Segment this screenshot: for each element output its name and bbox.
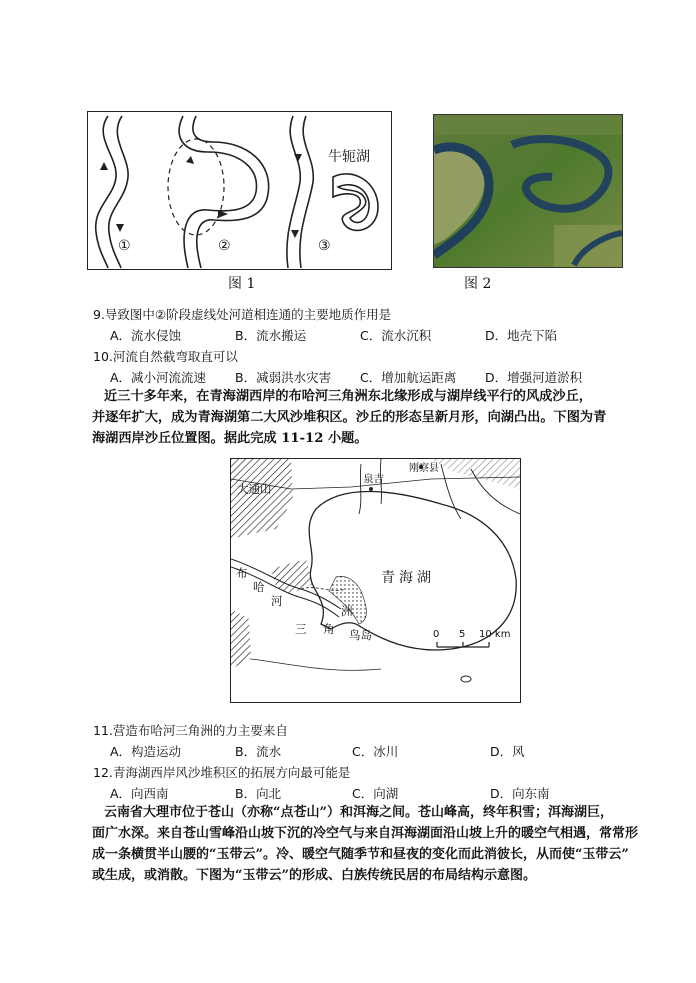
map-label-mountain: 大通山 bbox=[237, 482, 272, 496]
map-label-ha: 哈 bbox=[253, 580, 265, 594]
question-10-stem: 10.河流自然截弯取直可以 bbox=[93, 349, 238, 364]
question-11-stem: 11.营造布哈河三角洲的力主要来自 bbox=[93, 723, 288, 738]
passage-qinghai-dunes bbox=[92, 386, 637, 449]
passage-2-line-3: 成一条横贯半山腰的“玉带云”。冷、暖空气随季节和昼夜的变化而此消彼长，从而使“玉带云” bbox=[92, 847, 629, 862]
question-12-option-d[interactable]: D．向东南 bbox=[490, 786, 550, 801]
figure-2-aerial-photo bbox=[433, 114, 623, 268]
question-9-option-b[interactable]: B．流水搬运 bbox=[235, 328, 307, 343]
map-label-lake: 青海湖 bbox=[381, 570, 435, 586]
map-label-quanji: 泉吉 bbox=[363, 473, 384, 485]
passage-2-line-2: 面广水深。来自苍山雪峰沿山坡下沉的冷空气与来自洱海湖面沿山坡上升的暖空气相遇，常常形 bbox=[92, 826, 639, 841]
aerial-photo-image bbox=[434, 115, 622, 267]
map-label-san: 三 bbox=[295, 622, 307, 636]
stage-label-1: ① bbox=[118, 238, 131, 254]
question-9-option-c[interactable]: C．流水沉积 bbox=[360, 328, 432, 343]
question-9-stem: 9.导致图中②阶段虚线处河道相连通的主要地质作用是 bbox=[93, 307, 392, 322]
map-label-zhou: 洲 bbox=[341, 604, 353, 618]
question-9-option-d[interactable]: D．地壳下陷 bbox=[485, 328, 558, 343]
passage-1-line-2: 并逐年扩大，成为青海湖第二大风沙堆积区。沙丘的形态呈新月形，向湖凸出。下图为青 bbox=[92, 410, 607, 425]
question-12-option-b[interactable]: B．向北 bbox=[235, 786, 282, 801]
oxbow-lake-label: 牛轭湖 bbox=[328, 149, 370, 165]
meander-drawing bbox=[88, 112, 391, 269]
question-11-option-b[interactable]: B．流水 bbox=[235, 744, 282, 759]
scale-tick-10km: 10 km bbox=[479, 629, 511, 640]
figure-2-caption: 图 2 bbox=[464, 276, 492, 292]
passage-1-line-1: 近三十多年来，在青海湖西岸的布哈河三角洲东北缘形成与湖岸线平行的风成沙丘， bbox=[104, 389, 592, 404]
question-9-option-a[interactable]: A．流水侵蚀 bbox=[110, 328, 182, 343]
question-11-option-d[interactable]: D．风 bbox=[490, 744, 525, 759]
passage-2-line-4: 或生成，或消散。下图为“玉带云”的形成、白族传统民居的布局结构示意图。 bbox=[92, 868, 536, 883]
question-10-option-a[interactable]: A．减小河流流速 bbox=[110, 370, 207, 385]
figure-1-caption: 图 1 bbox=[228, 276, 256, 292]
qinghai-lake-map bbox=[230, 458, 521, 703]
map-drawing bbox=[231, 459, 520, 702]
question-10-option-c[interactable]: C．增加航运距离 bbox=[360, 370, 457, 385]
map-label-he: 河 bbox=[271, 594, 283, 608]
scale-tick-5: 5 bbox=[459, 629, 466, 640]
passage-1-line-3: 海湖西岸沙丘位置图。据此完成 11-12 小题。 bbox=[92, 431, 368, 446]
question-11-option-c[interactable]: C．冰川 bbox=[352, 744, 399, 759]
question-12-stem: 12.青海湖西岸风沙堆积区的拓展方向最可能是 bbox=[93, 765, 351, 780]
passage-2-line-1: 云南省大理市位于苍山（亦称“点苍山”）和洱海之间。苍山峰高，终年积雪；洱海湖巨， bbox=[104, 805, 613, 820]
question-11-option-a[interactable]: A．构造运动 bbox=[110, 744, 182, 759]
question-10-option-b[interactable]: B．减弱洪水灾害 bbox=[235, 370, 332, 385]
question-12-option-a[interactable]: A．向西南 bbox=[110, 786, 169, 801]
passage-dali-cloud bbox=[92, 802, 637, 886]
stage-label-3: ③ bbox=[318, 238, 331, 254]
question-10-option-d[interactable]: D．增强河道淤积 bbox=[485, 370, 583, 385]
map-label-niao-island: 鸟岛 bbox=[349, 628, 372, 642]
map-label-bu: 布 bbox=[236, 566, 248, 580]
stage-label-2: ② bbox=[218, 238, 231, 254]
figure-1-meander-diagram bbox=[87, 111, 392, 270]
map-label-jiao: 角 bbox=[323, 622, 335, 636]
question-12-option-c[interactable]: C．向湖 bbox=[352, 786, 399, 801]
scale-tick-0: 0 bbox=[433, 629, 440, 640]
map-label-county: 刚察县 bbox=[409, 463, 439, 474]
